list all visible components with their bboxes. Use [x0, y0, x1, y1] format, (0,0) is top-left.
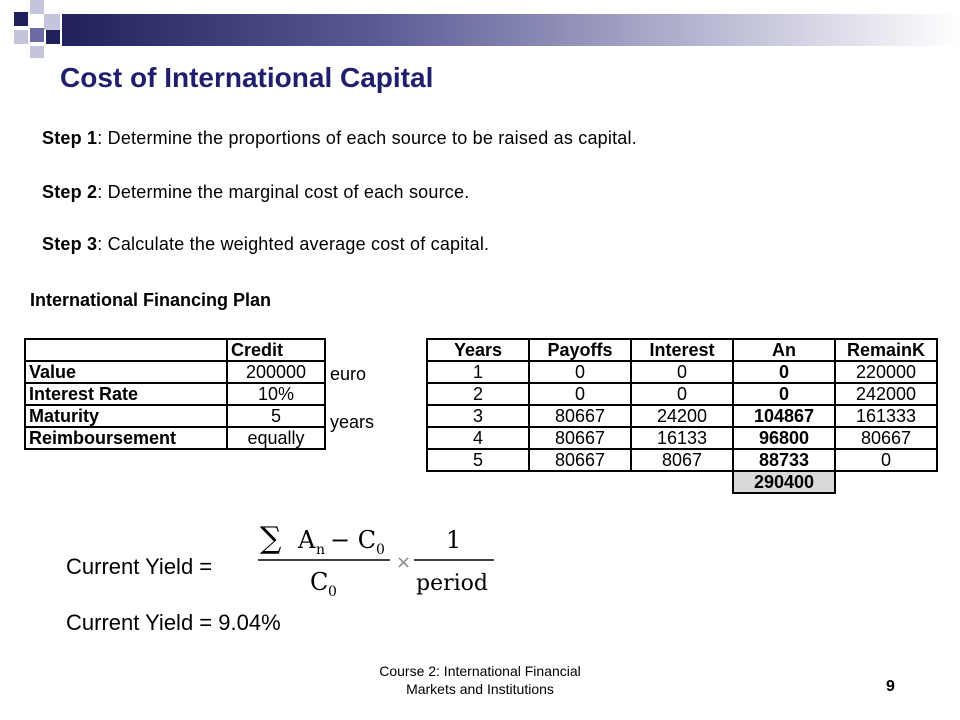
table-cell: 5: [427, 449, 529, 471]
step-1-text: : Determine the proportions of each source to be raised as capital.: [97, 128, 637, 148]
table-cell: 0: [529, 361, 631, 383]
step-2-text: : Determine the marginal cost of each source.: [97, 182, 470, 202]
deco-square-5: [14, 30, 28, 44]
credit-row-value: 10%: [227, 383, 325, 405]
col-header: Payoffs: [529, 339, 631, 361]
footer-line-1: Course 2: International Financial: [379, 663, 581, 679]
table-cell: 2: [427, 383, 529, 405]
formula-minus-c: − C: [330, 526, 377, 554]
table-row: [427, 449, 937, 471]
col-header: RemainK: [835, 339, 937, 361]
table-cell: 3: [427, 405, 529, 427]
formula-c-sub: 0: [376, 542, 385, 558]
maturity-unit: years: [330, 412, 375, 432]
step-2-label: Step 2: [42, 182, 98, 202]
yield-formula: [258, 512, 498, 602]
slide-title: Cost of International Capital: [60, 62, 434, 93]
deco-square-2: [30, 0, 44, 14]
credit-table: [24, 338, 326, 450]
footer-line-2: Markets and Institutions: [406, 681, 554, 697]
credit-row-label: Value: [25, 361, 227, 383]
times-symbol: ×: [396, 552, 412, 573]
table-cell: [25, 339, 227, 361]
footer-course: [330, 662, 630, 698]
deco-square-3: [44, 14, 60, 30]
value-unit: euro: [330, 364, 367, 384]
total-an-cell: 290400: [733, 471, 835, 493]
formula-period: period: [416, 571, 488, 596]
table-row: [25, 427, 325, 449]
step-2: [42, 182, 469, 203]
table-row: [427, 339, 937, 361]
table-cell: 96800: [733, 427, 835, 449]
deco-square-6: [46, 30, 60, 44]
credit-row-label: Maturity: [25, 405, 227, 427]
table-cell: [529, 471, 631, 493]
table-cell: 0: [835, 449, 937, 471]
table-cell: [631, 471, 733, 493]
table-row: [427, 361, 937, 383]
col-header: An: [733, 339, 835, 361]
table-row: [25, 405, 325, 427]
current-yield-label: Current Yield =: [66, 554, 213, 579]
step-3-label: Step 3: [42, 234, 98, 254]
table-cell: 80667: [529, 405, 631, 427]
header-gradient-bar: [62, 14, 960, 46]
credit-header: Credit: [227, 339, 325, 361]
table-cell: 4: [427, 427, 529, 449]
table-row: [25, 383, 325, 405]
sum-symbol: ∑: [260, 521, 282, 556]
table-cell: 242000: [835, 383, 937, 405]
formula-den-sub: 0: [328, 584, 337, 600]
table-cell: 0: [631, 361, 733, 383]
credit-row-value: equally: [227, 427, 325, 449]
credit-row-label: Interest Rate: [25, 383, 227, 405]
table-row: [427, 405, 937, 427]
step-3: [42, 234, 489, 255]
formula-one: 1: [446, 526, 462, 554]
deco-square-1: [14, 12, 28, 26]
formula-den-c: C: [310, 568, 329, 596]
deco-square-7: [30, 46, 44, 58]
table-cell: 8067: [631, 449, 733, 471]
table-cell: 0: [733, 361, 835, 383]
table-row: [427, 383, 937, 405]
schedule-table: [426, 338, 938, 494]
table-cell: 0: [631, 383, 733, 405]
plan-title: International Financing Plan: [30, 290, 272, 310]
table-cell: 16133: [631, 427, 733, 449]
table-cell: [427, 471, 529, 493]
deco-square-4: [30, 28, 44, 42]
table-cell: 80667: [529, 427, 631, 449]
table-cell: [835, 471, 937, 493]
table-cell: 1: [427, 361, 529, 383]
col-header: Years: [427, 339, 529, 361]
step-1: [42, 128, 637, 149]
table-cell: 220000: [835, 361, 937, 383]
table-cell: 0: [529, 383, 631, 405]
page-number: 9: [886, 678, 895, 695]
table-cell: 161333: [835, 405, 937, 427]
col-header: Interest: [631, 339, 733, 361]
table-cell: 80667: [529, 449, 631, 471]
credit-row-label: Reimboursement: [25, 427, 227, 449]
step-3-text: : Calculate the weighted average cost of capital.: [97, 234, 490, 254]
table-cell: 0: [733, 383, 835, 405]
credit-row-value: 200000: [227, 361, 325, 383]
table-cell: 80667: [835, 427, 937, 449]
table-cell: 104867: [733, 405, 835, 427]
table-row: [25, 361, 325, 383]
formula-a-sub: n: [316, 542, 326, 558]
current-yield-result: Current Yield = 9.04%: [66, 610, 281, 635]
credit-row-value: 5: [227, 405, 325, 427]
table-row: [427, 471, 937, 493]
table-cell: 24200: [631, 405, 733, 427]
table-row: [427, 427, 937, 449]
step-1-label: Step 1: [42, 128, 98, 148]
formula-a: A: [298, 526, 316, 554]
table-cell: 88733: [733, 449, 835, 471]
table-row: [25, 339, 325, 361]
